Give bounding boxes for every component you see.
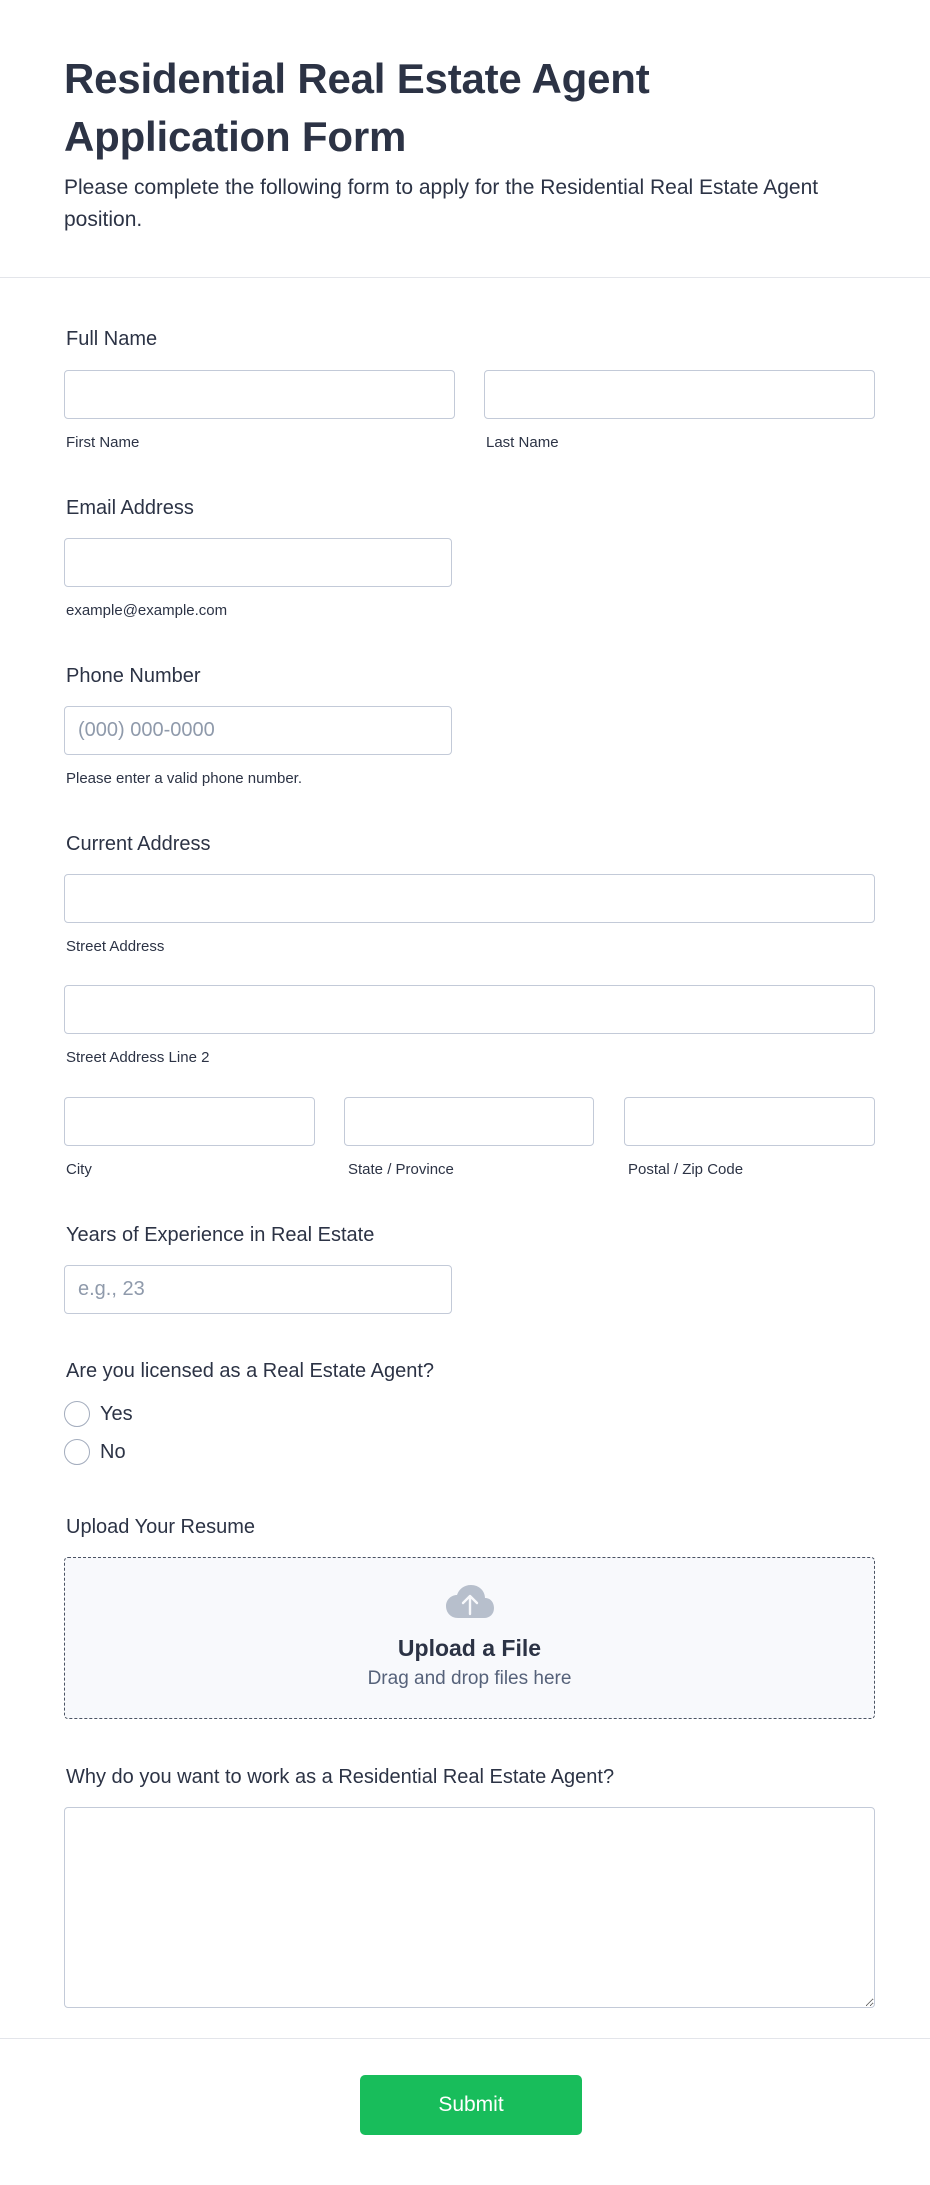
street-address-line2-sublabel: Street Address Line 2 [66,1049,210,1066]
zip-input[interactable] [624,1097,875,1146]
email-label: Email Address [66,497,194,519]
last-name-input[interactable] [484,370,875,419]
form-subtitle: Please complete the following form to apply for the Residential Real Estate Agent position. [64,176,819,231]
state-sublabel: State / Province [348,1161,454,1178]
street-address-line2-input[interactable] [64,985,875,1034]
resume-label: Upload Your Resume [66,1516,256,1538]
full-name-label: Full Name [66,328,158,350]
city-sublabel: City [66,1161,92,1178]
footer-divider [0,2038,930,2039]
email-input[interactable] [64,538,452,587]
first-name-sublabel: First Name [66,434,140,451]
cloud-upload-icon [444,1584,496,1620]
phone-input[interactable] [64,706,452,755]
state-input[interactable] [344,1097,594,1146]
file-upload-dropzone[interactable] [64,1557,875,1719]
street-address-sublabel: Street Address [66,938,165,955]
phone-label: Phone Number [66,665,201,687]
form-header [0,0,930,278]
upload-title: Upload a File [397,1635,542,1661]
radio-option-yes[interactable] [64,1401,133,1427]
upload-subtitle: Drag and drop files here [367,1668,572,1689]
phone-sublabel: Please enter a valid phone number. [66,770,302,787]
address-label: Current Address [66,833,211,855]
experience-input[interactable] [64,1265,452,1314]
radio-yes[interactable] [64,1401,90,1427]
radio-no[interactable] [64,1439,90,1465]
city-input[interactable] [64,1097,315,1146]
motivation-textarea[interactable] [64,1807,875,2008]
experience-label: Years of Experience in Real Estate [66,1224,375,1246]
radio-label-no: No [100,1440,126,1463]
form-title: Residential Real Estate Agent Application Form [64,55,650,160]
street-address-input[interactable] [64,874,875,923]
licensed-label: Are you licensed as a Real Estate Agent? [66,1360,435,1382]
radio-label-yes: Yes [100,1402,133,1425]
last-name-sublabel: Last Name [486,434,559,451]
first-name-input[interactable] [64,370,455,419]
motivation-label: Why do you want to work as a Residential Real Estate Agent? [66,1766,615,1788]
zip-sublabel: Postal / Zip Code [628,1161,744,1178]
radio-option-no[interactable] [64,1439,126,1465]
email-sublabel: example@example.com [66,602,228,619]
submit-button[interactable]: Submit [360,2075,582,2135]
